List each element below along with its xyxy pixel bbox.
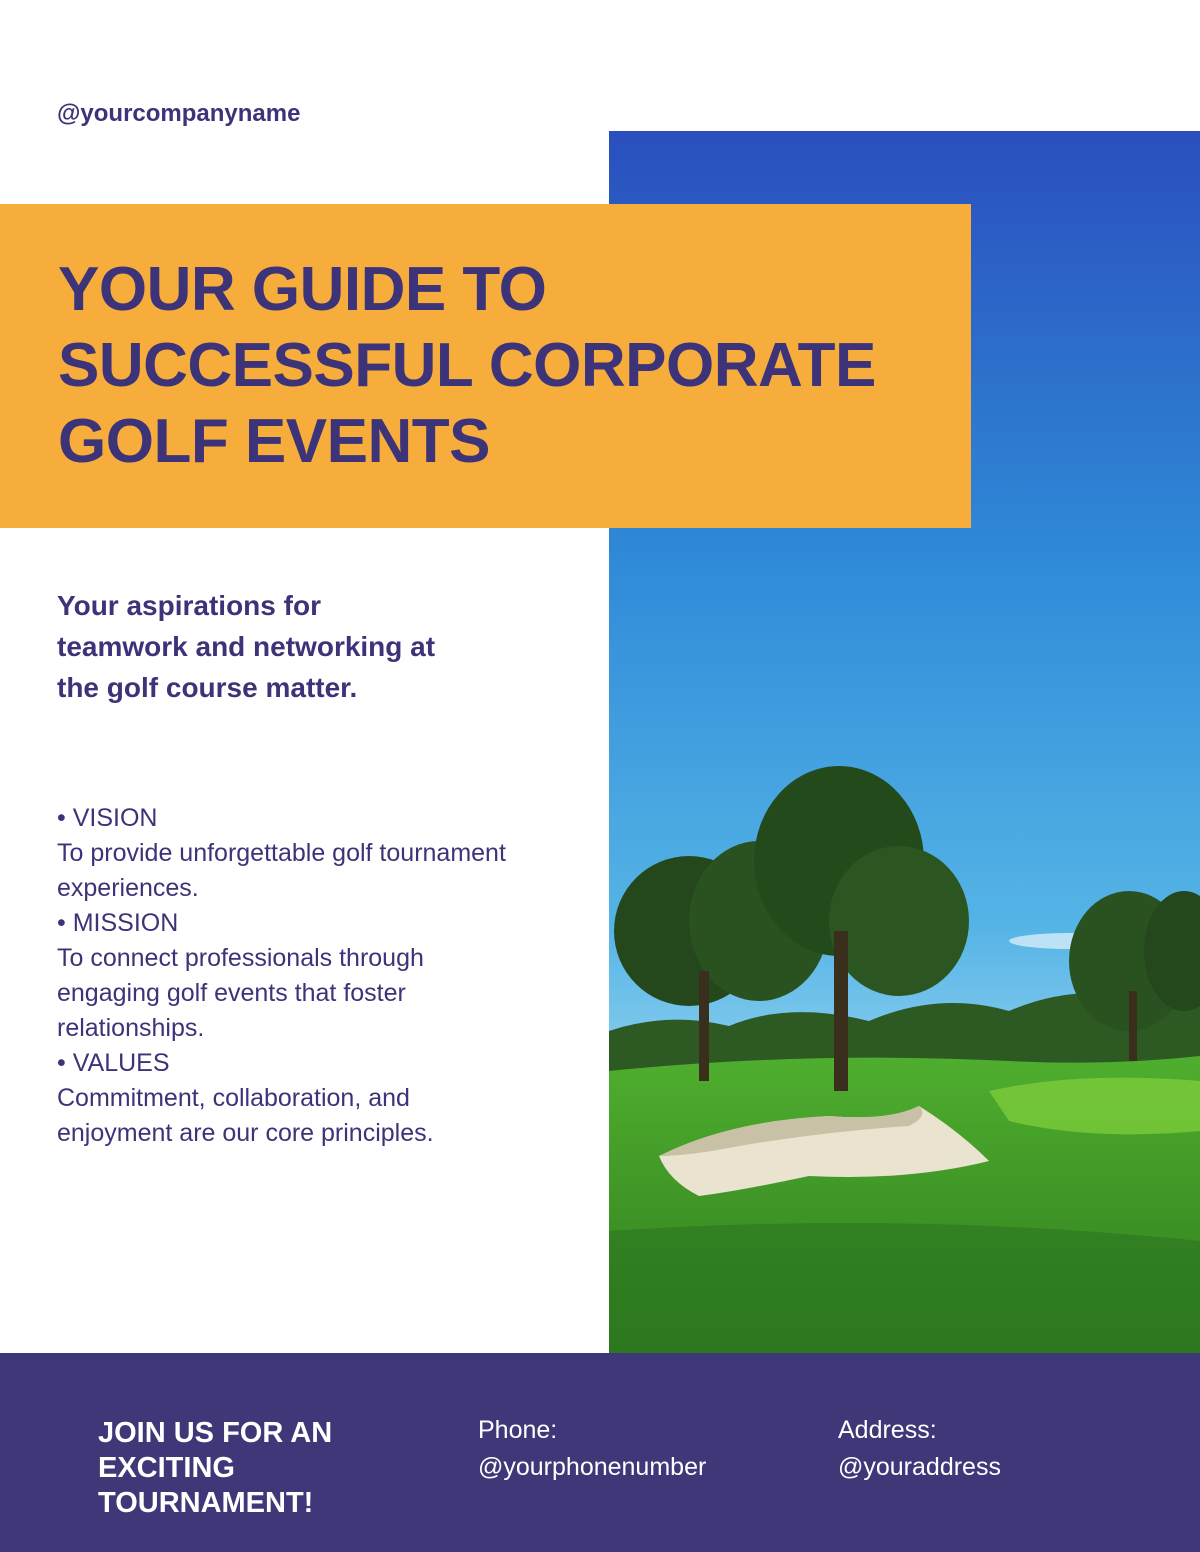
values-text: Commitment, collaboration, and enjoyment are our core principles.: [57, 1084, 434, 1147]
footer-cta: JOIN US FOR AN EXCITING TOURNAMENT!: [98, 1417, 333, 1519]
address-block: [838, 1412, 1001, 1486]
values-heading: • VALUES: [57, 1049, 170, 1077]
phone-block: [478, 1412, 706, 1486]
values-list: [57, 801, 517, 1151]
address-label: Address:: [838, 1416, 937, 1444]
phone-value: @yourphonenumber: [478, 1453, 707, 1481]
tagline: Your aspirations for teamwork and networking at the golf course matter.: [57, 590, 436, 703]
mission-heading: • MISSION: [57, 909, 179, 937]
mission-text: To connect professionals through engaging golf events that foster relationships.: [57, 944, 424, 1042]
phone-label: Phone:: [478, 1416, 558, 1444]
company-handle: @yourcompanyname: [57, 100, 301, 127]
vision-text: To provide unforgettable golf tournament experiences.: [57, 839, 506, 902]
vision-heading: • VISION: [57, 804, 158, 832]
page-title: YOUR GUIDE TO SUCCESSFUL CORPORATE GOLF EVENTS: [58, 255, 876, 476]
address-value: @youraddress: [838, 1453, 1001, 1481]
